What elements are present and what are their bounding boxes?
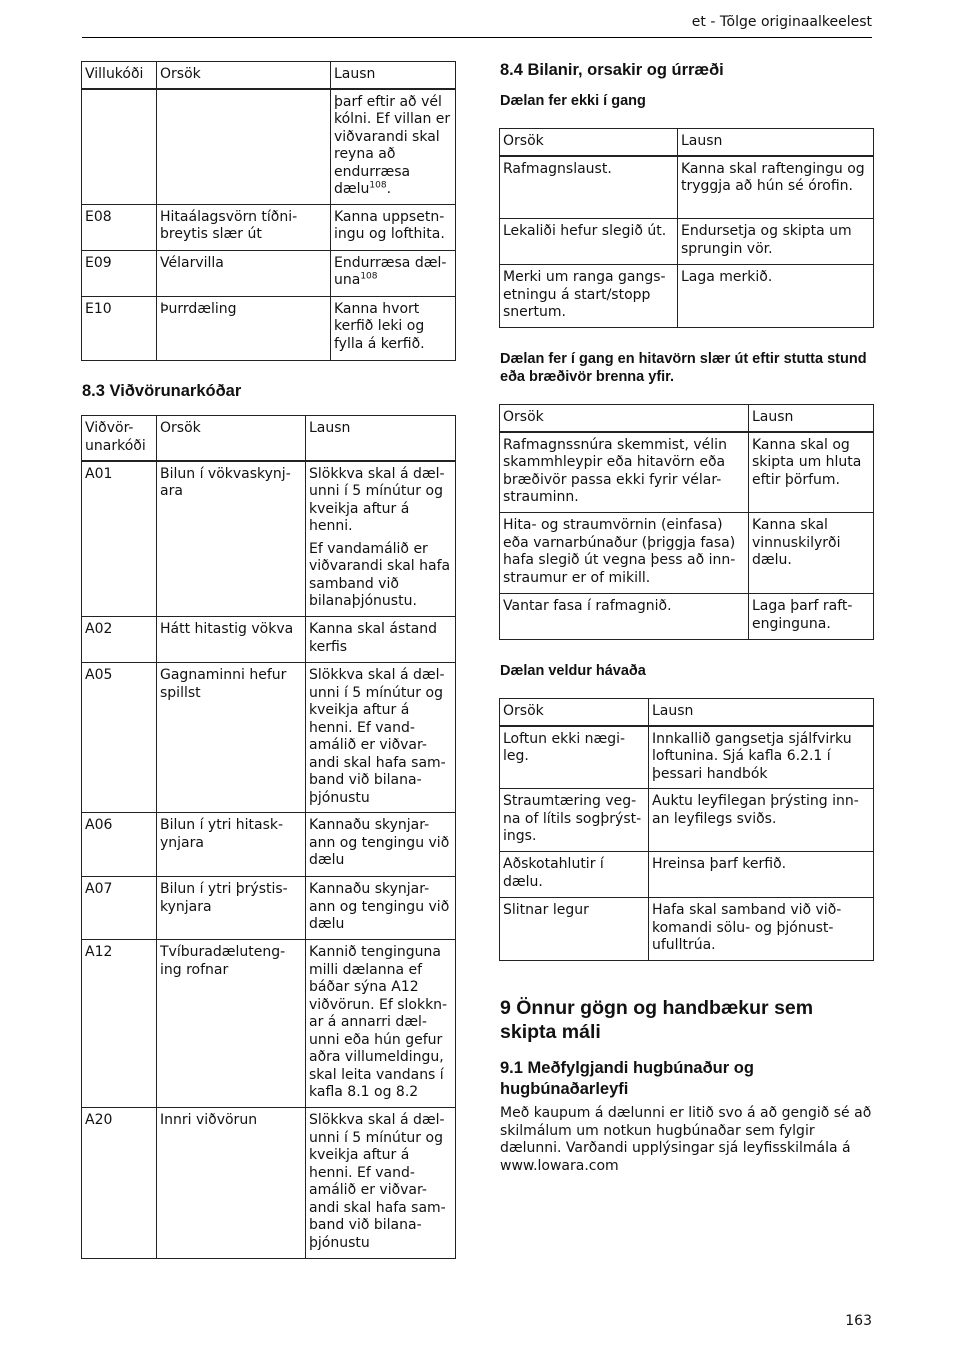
code-cell: A02 <box>82 617 157 663</box>
running-header: et - Tõlge originaalkeelest <box>691 14 872 30</box>
fix-cell: Auktu leyfilegan þrýsting inn-an leyfilegs sviðs. <box>649 789 874 852</box>
error-code-table <box>81 61 456 361</box>
table-row <box>500 726 874 789</box>
code-cell: E09 <box>82 250 157 296</box>
fix-paragraph: Slökkva skal á dæl-unni í 5 mínútur og kveikja aftur á henni. <box>309 465 445 534</box>
section-heading-8-4: 8.4 Bilanir, orsakir og úrræði <box>500 61 724 79</box>
fix-cell: Laga merkið. <box>678 265 874 328</box>
code-cell: A01 <box>82 461 157 617</box>
fix-cell: Hafa skal samband við við-komandi sölu- og þjónust-ufulltrúa. <box>649 898 874 961</box>
table-header-row <box>82 62 456 89</box>
fix-cell: Endursetja og skipta um sprungin vör. <box>678 219 874 265</box>
footnote-ref: 108 <box>369 180 387 191</box>
section-heading-8-3: 8.3 Viðvörunarkóðar <box>82 382 242 400</box>
code-cell: E08 <box>82 204 157 250</box>
cause-cell: Innri viðvörun <box>157 1108 306 1259</box>
column-header: Lausn <box>749 405 874 432</box>
fix-cell: Kanna skal raftengingu og tryggja að hún sé órofin. <box>678 156 874 219</box>
fix-cell: Kanna skal og skipta um hluta eftir þörfum. <box>749 432 874 513</box>
cause-cell: Bilun í vökvaskynj-ara <box>157 461 306 617</box>
table-header-row <box>500 405 874 432</box>
cause-cell: Aðskotahlutir í dælu. <box>500 852 649 898</box>
fix-cell: Kanna skal ástand kerfis <box>306 617 456 663</box>
cause-cell: Rafmagnslaust. <box>500 156 678 219</box>
cause-cell: Hita- og straumvörnin (einfasa) eða varnarbúnaður (þriggja fasa) hafa slegið út vegna þess að inn-straumur er of mikill. <box>500 513 749 594</box>
table-row <box>82 204 456 250</box>
table-row <box>500 852 874 898</box>
cause-cell <box>157 89 331 205</box>
column-header: Lausn <box>678 129 874 156</box>
fix-cell <box>331 89 456 205</box>
fix-cell <box>306 461 456 617</box>
column-header: Lausn <box>306 416 456 461</box>
fix-cell: Kannaðu skynjar-ann og tengingu við dælu <box>306 813 456 877</box>
column-header: Orsök <box>157 416 306 461</box>
troubleshooting-table-not-starting <box>499 128 874 328</box>
table-header-row <box>500 129 874 156</box>
table-row <box>82 461 456 617</box>
cause-cell: Hitaálagsvörn tíðni-breytis slær út <box>157 204 331 250</box>
column-header: Orsök <box>500 405 749 432</box>
fix-cell: Slökkva skal á dæl-unni í 5 mínútur og kveikja aftur á henni. Ef vand-amálið er viðvar-andi skal hafa sam-band við bilana-þjónustu <box>306 1108 456 1259</box>
subheading-noise: Dælan veldur hávaða <box>500 663 646 679</box>
fix-tail: . <box>386 181 392 197</box>
fix-paragraph: Ef vandamálið er viðvarandi skal hafa samband við bilanaþjónustu. <box>309 540 451 609</box>
troubleshooting-table-thermal-trip <box>499 404 874 640</box>
cause-cell: Slitnar legur <box>500 898 649 961</box>
section-heading-9: 9 Önnur gögn og handbækur sem skipta máli <box>500 997 814 1043</box>
table-row <box>82 1108 456 1259</box>
code-cell: A07 <box>82 877 157 940</box>
table-row <box>82 813 456 877</box>
subheading-pump-not-starting: Dælan fer ekki í gang <box>500 93 646 109</box>
table-row <box>82 940 456 1108</box>
cause-cell: Rafmagnssnúra skemmist, vélin skammhleypir eða hitavörn eða bræðivör passa ekki fyrir vélar-strauminn. <box>500 432 749 513</box>
cause-cell: Lekaliði hefur slegið út. <box>500 219 678 265</box>
section-heading-9-1: 9.1 Meðfylgjandi hugbúnaður og hugbúnaðarleyfi <box>500 1059 754 1098</box>
table-row <box>82 250 456 296</box>
column-header: Viðvör-unarkóði <box>82 416 157 461</box>
fix-cell: Hreinsa þarf kerfið. <box>649 852 874 898</box>
cause-cell: Tvíburadæluteng-ing rofnar <box>157 940 306 1108</box>
column-header: Villukóði <box>82 62 157 89</box>
cause-cell: Vélarvilla <box>157 250 331 296</box>
table-row <box>82 89 456 205</box>
cause-cell: Gagnaminni hefur spillst <box>157 663 306 813</box>
table-header-row <box>500 699 874 726</box>
code-cell: A05 <box>82 663 157 813</box>
cause-cell: Þurrdæling <box>157 296 331 360</box>
table-header-row <box>82 416 456 461</box>
fix-text: Endurræsa dæl-una <box>334 254 447 288</box>
table-row <box>82 663 456 813</box>
software-license-paragraph: Með kaupum á dælunni er litið svo á að gengið sé að skilmálum um notkun hugbúnaðar sem fylgir dælunni. Varðandi upplýsingar sjá leyfisskilmála á www.lowara.com <box>500 1105 872 1174</box>
column-header: Orsök <box>500 699 649 726</box>
fix-cell: Kanna hvort kerfið leki og fylla á kerfið. <box>331 296 456 360</box>
table-row <box>500 513 874 594</box>
fix-cell <box>331 250 456 296</box>
table-row <box>82 617 456 663</box>
fix-cell: Kanna skal vinnuskilyrði dælu. <box>749 513 874 594</box>
cause-cell: Merki um ranga gangs-etningu á start/stopp snertum. <box>500 265 678 328</box>
code-cell <box>82 89 157 205</box>
fix-cell: Kannið tenginguna milli dælanna ef báðar sýna A12 viðvörun. Ef slokkn-ar á annarri dæl-unni eða hún gefur aðra villumeldingu, skal leita vandans í kafla 8.1 og 8.2 <box>306 940 456 1108</box>
fix-text: þarf eftir að vél kólni. Ef villan er viðvarandi skal reyna að endurræsa dælu <box>334 93 451 197</box>
table-row <box>500 594 874 640</box>
footnote-ref: 108 <box>360 271 378 282</box>
cause-cell: Bilun í ytri hitask-ynjara <box>157 813 306 877</box>
fix-cell: Kannaðu skynjar-ann og tengingu við dælu <box>306 877 456 940</box>
column-header: Orsök <box>500 129 678 156</box>
troubleshooting-table-noise <box>499 698 874 961</box>
code-cell: A12 <box>82 940 157 1108</box>
cause-cell: Straumtæring veg-na of lítils sogþrýst-ings. <box>500 789 649 852</box>
cause-cell: Hátt hitastig vökva <box>157 617 306 663</box>
column-header: Orsök <box>157 62 331 89</box>
page-number: 163 <box>845 1313 872 1329</box>
table-row <box>82 877 456 940</box>
subheading-thermal-trip: Dælan fer í gang en hitavörn slær út eftir stutta stund eða bræðivör brenna yfir. <box>500 351 867 385</box>
fix-cell: Kanna uppsetn-ingu og lofthita. <box>331 204 456 250</box>
table-row <box>82 296 456 360</box>
column-header: Lausn <box>331 62 456 89</box>
cause-cell: Bilun í ytri þrýstis-kynjara <box>157 877 306 940</box>
code-cell: A20 <box>82 1108 157 1259</box>
fix-cell: Laga þarf raft-enginguna. <box>749 594 874 640</box>
code-cell: A06 <box>82 813 157 877</box>
table-row <box>500 898 874 961</box>
cause-cell: Vantar fasa í rafmagnið. <box>500 594 749 640</box>
warning-code-table <box>81 415 456 1259</box>
table-row <box>500 156 874 219</box>
table-row <box>500 219 874 265</box>
header-rule <box>82 37 872 38</box>
table-row <box>500 265 874 328</box>
column-header: Lausn <box>649 699 874 726</box>
fix-cell: Innkallið gangsetja sjálfvirku loftunina. Sjá kafla 6.2.1 í þessari handbók <box>649 726 874 789</box>
table-row <box>500 432 874 513</box>
code-cell: E10 <box>82 296 157 360</box>
table-row <box>500 789 874 852</box>
fix-cell: Slökkva skal á dæl-unni í 5 mínútur og kveikja aftur á henni. Ef vand-amálið er viðvar-andi skal hafa sam-band við bilana-þjónustu <box>306 663 456 813</box>
cause-cell: Loftun ekki nægi-leg. <box>500 726 649 789</box>
